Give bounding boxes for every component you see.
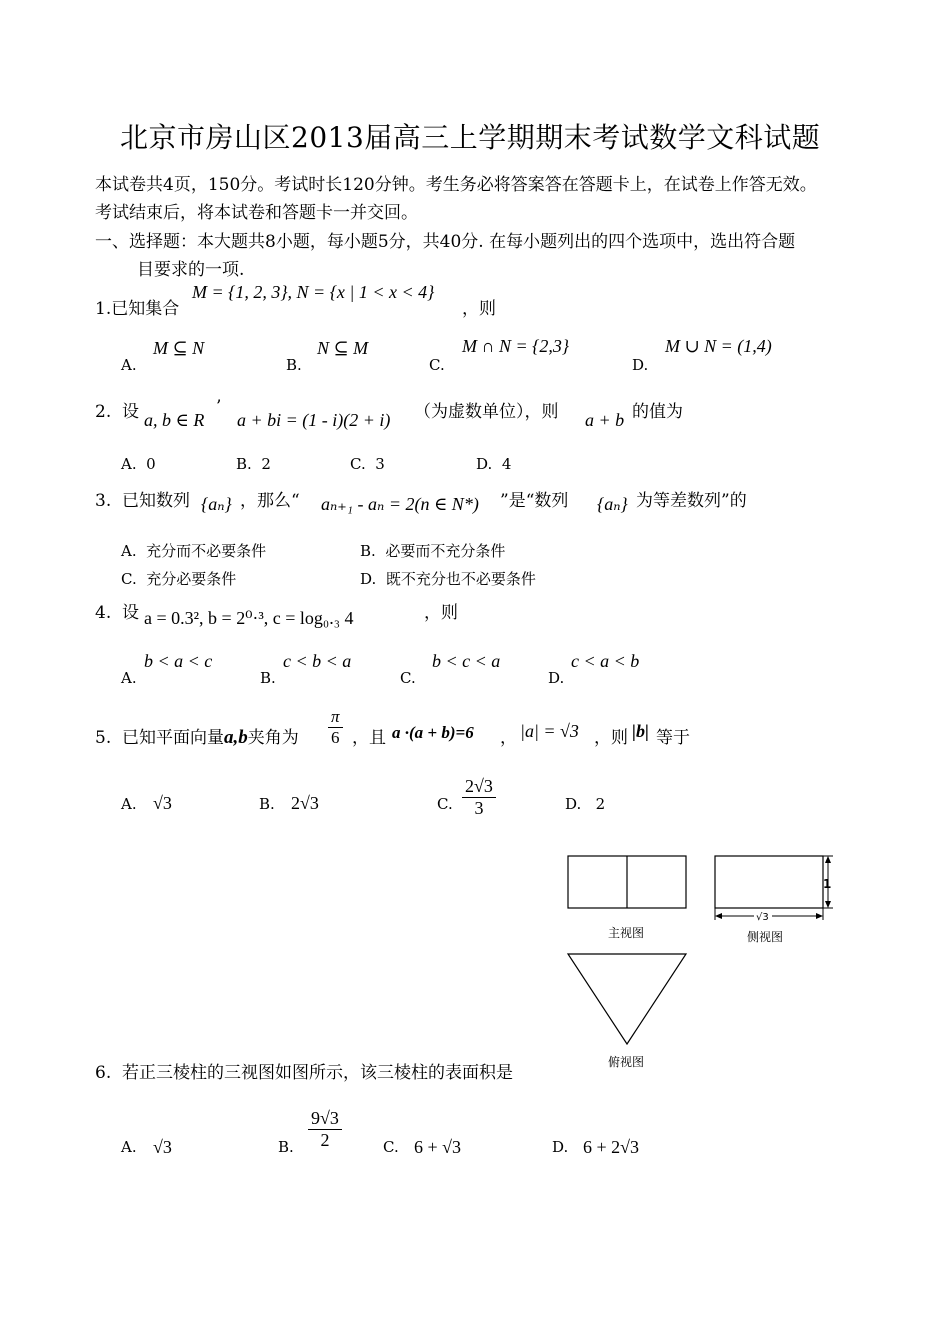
q4-option-a-label: A.	[121, 669, 137, 687]
page-title: 北京市房山区2013届高三上学期期末考试数学文科试题	[120, 121, 821, 154]
q3-math-1: {aₙ}	[201, 494, 232, 514]
q3-num: 3.	[95, 491, 112, 511]
q1-option-d: M ∪ N = (1,4)	[665, 336, 772, 356]
q3-option-c: C. 充分必要条件	[121, 570, 237, 588]
q2-note: （为虚数单位），则	[414, 402, 559, 422]
q5-option-b-label: B.	[259, 795, 275, 813]
q5-abs-b: |b|	[632, 721, 649, 741]
q2-math-3: a + b	[585, 410, 625, 430]
q4-option-c-label: C.	[400, 669, 416, 687]
q5-abs-a: |a| = √3	[520, 721, 579, 741]
q5-mid-3: ，	[500, 728, 517, 748]
q5-angle-frac	[328, 707, 343, 748]
q6-option-d: 6 + 2√3	[583, 1137, 640, 1157]
q4-option-c: b < c < a	[432, 651, 501, 671]
q2-option-a: A. 0	[121, 455, 156, 473]
intro-line-1: 本试卷共4页，150分。考试时长120分钟。考生务必将答案答在答题卡上，在试卷上作答无效。	[95, 175, 817, 195]
q5-option-c-den: 3	[474, 798, 484, 818]
q2-math-1: a, b ∈ R	[144, 410, 205, 430]
q2-option-d: D. 4	[476, 455, 512, 473]
q2-stem-post: 的值为	[632, 402, 683, 422]
q5-option-c-label: C.	[437, 795, 453, 813]
q2-num: 2.	[95, 402, 112, 422]
q2-math-2: a + bi = (1 - i)(2 + i)	[237, 410, 391, 430]
q5-option-d: D. 2	[565, 795, 606, 813]
q1-option-a: M ⊆ N	[153, 338, 205, 358]
side-view-label: 侧视图	[747, 930, 784, 944]
q1-option-b: N ⊆ M	[317, 338, 369, 358]
q6-option-d-label: D.	[552, 1138, 569, 1156]
q6-stem: 若正三棱柱的三视图如图所示，该三棱柱的表面积是	[122, 1063, 514, 1083]
q4-option-a: b < a < c	[144, 651, 213, 671]
q2-comma: ’	[216, 397, 222, 417]
q5-mid-2: ，且	[352, 728, 386, 748]
q2-option-b: B. 2	[236, 455, 271, 473]
q3-mid-1: ，那么“	[240, 491, 300, 511]
top-view-label: 俯视图	[608, 1055, 645, 1069]
q5-option-c-num: 2√3	[462, 776, 496, 798]
q1-option-b-label: B.	[286, 356, 302, 374]
q3-num-stem	[95, 486, 190, 511]
q6-num: 6.	[95, 1063, 112, 1083]
q1-stem-post: ，则	[462, 299, 496, 319]
q6-num-stem	[95, 1058, 513, 1083]
q4-num: 4.	[95, 603, 112, 623]
width-label: √3	[756, 912, 769, 923]
intro-line-2: 考试结束后，将本试卷和答题卡一并交回。	[95, 203, 418, 223]
q5-num: 5.	[95, 728, 112, 748]
q6-option-b	[308, 1108, 342, 1151]
q3-option-a: A. 充分而不必要条件	[121, 542, 267, 560]
q6-option-c-label: C.	[383, 1138, 399, 1156]
q6-option-b-den: 2	[320, 1130, 330, 1150]
q5-mid-4: ，则	[594, 728, 628, 748]
q5-option-c	[462, 776, 496, 819]
q1-option-c: M ∩ N = {2,3}	[462, 336, 570, 356]
q6-option-a: √3	[153, 1137, 172, 1157]
front-view	[568, 856, 686, 908]
section-heading-cont: 目要求的一项.	[137, 260, 245, 280]
q5-num-stem	[95, 723, 299, 749]
q4-math: a = 0.3², b = 2⁰·³, c = log₀.₃ 4	[144, 608, 354, 628]
q4-option-b: c < b < a	[283, 651, 352, 671]
q3-stem-pre: 已知数列	[122, 491, 191, 511]
q5-angle-num: π	[328, 707, 343, 728]
three-view-figure	[560, 848, 850, 1078]
q5-vectors: a,b	[224, 727, 248, 748]
q4-num-stem	[95, 598, 139, 623]
q1-stem-pre: 已知集合	[111, 299, 180, 319]
top-view	[568, 954, 686, 1044]
side-view	[715, 856, 833, 920]
q4-stem-post: ，则	[424, 603, 458, 623]
q3-option-d: D. 既不充分也不必要条件	[360, 570, 536, 588]
q3-mid-2: ”是“数列	[500, 491, 569, 511]
q5-stem-pre: 已知平面向量	[122, 728, 225, 748]
q3-stem-post: 为等差数列”的	[636, 491, 747, 511]
q5-option-a-label: A.	[121, 795, 137, 813]
q6-option-b-num: 9√3	[308, 1108, 342, 1130]
q1-num: 1.	[95, 299, 112, 319]
section-heading: 一、选择题：本大题共8小题，每小题5分，共40分. 在每小题列出的四个选项中，选出符合题	[95, 232, 796, 252]
height-label: 1	[823, 877, 832, 891]
q6-option-c: 6 + √3	[414, 1137, 462, 1157]
question-1	[95, 294, 179, 319]
q6-option-a-label: A.	[121, 1138, 137, 1156]
q5-stem-post: 等于	[656, 728, 690, 748]
q5-option-a: √3	[153, 793, 172, 813]
q5-option-b: 2√3	[291, 793, 319, 813]
q4-stem-pre: 设	[122, 603, 140, 623]
q1-math: M = {1, 2, 3}, N = {x | 1 < x < 4}	[192, 282, 435, 302]
q5-angle-den: 6	[331, 728, 340, 747]
q6-option-b-label: B.	[278, 1138, 294, 1156]
q1-option-a-label: A.	[121, 356, 137, 374]
q2-num-stem	[95, 397, 139, 422]
q4-option-b-label: B.	[260, 669, 276, 687]
q3-math-2: aₙ₊₁ - aₙ = 2(n ∈ N*)	[321, 494, 479, 514]
q3-option-b: B. 必要而不充分条件	[360, 542, 506, 560]
q2-stem-pre: 设	[122, 402, 140, 422]
q4-option-d-label: D.	[548, 669, 565, 687]
q5-mid-1: 夹角为	[247, 728, 299, 748]
q1-option-d-label: D.	[632, 356, 649, 374]
q1-option-c-label: C.	[429, 356, 445, 374]
q4-option-d: c < a < b	[571, 651, 640, 671]
front-view-label: 主视图	[608, 926, 645, 940]
q2-option-c: C. 3	[350, 455, 385, 473]
q3-math-3: {aₙ}	[597, 494, 628, 514]
q5-dot: a ·(a + b)=6	[392, 723, 474, 742]
